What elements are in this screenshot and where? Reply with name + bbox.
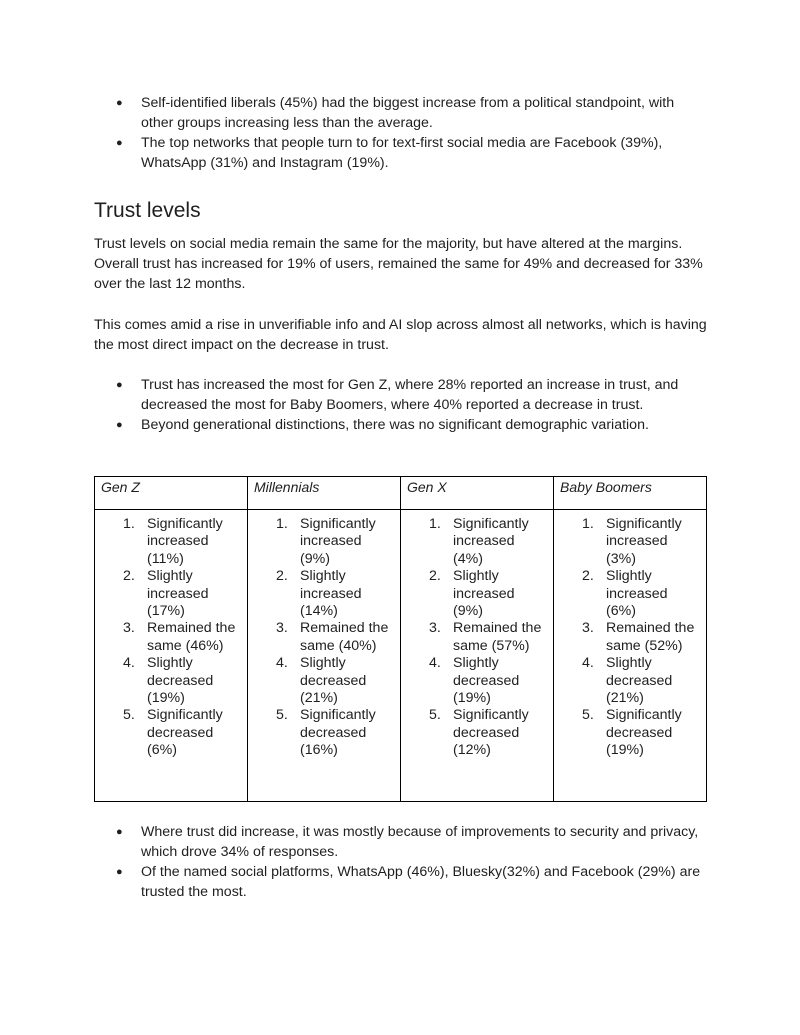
numbered-list bbox=[558, 516, 702, 760]
column-header: Gen X bbox=[401, 477, 554, 510]
list-item: 2. Slightly increased (17%) bbox=[123, 568, 209, 620]
bullet-icon: ● bbox=[116, 379, 123, 391]
bullet-icon: ● bbox=[116, 826, 123, 838]
list-item: 5. Significantly decreased (19%) bbox=[582, 707, 682, 759]
section-heading: Trust levels bbox=[94, 199, 201, 222]
list-item: 2. Slightly increased (14%) bbox=[276, 568, 362, 620]
list-item: 1. Significantly increased (11%) bbox=[123, 516, 223, 567]
list-item: 5. Significantly decreased (6%) bbox=[123, 707, 223, 759]
list-item: ● Beyond generational distinctions, there was no significant demographic variation. bbox=[116, 417, 649, 433]
list-item: 4. Slightly decreased (19%) bbox=[429, 655, 520, 707]
paragraph: Trust levels on social media remain the same for the majority, but have altered at the margins. Overall trust has increased for 19% of users, remained the same for 49% and decreased for 33% over the last 12 months. bbox=[94, 236, 703, 292]
table-row bbox=[95, 510, 707, 802]
numbered-list bbox=[405, 516, 549, 760]
list-item: 3. Remained the same (40%) bbox=[276, 620, 389, 654]
list-item: 4. Slightly decreased (21%) bbox=[276, 655, 367, 707]
list-item: 1. Significantly increased (4%) bbox=[429, 516, 529, 567]
bullet-icon: ● bbox=[116, 137, 123, 149]
list-item: ● Self-identified liberals (45%) had the biggest increase from a political standpoint, with other groups increasing less than the average. bbox=[116, 95, 675, 131]
column-header: Millennials bbox=[248, 477, 401, 510]
bullet-icon: ● bbox=[116, 419, 123, 431]
top-bullet-list bbox=[94, 93, 706, 173]
paragraph: This comes amid a rise in unverifiable info and AI slop across almost all networks, which is having the most direct impact on the decrease in trust. bbox=[94, 317, 707, 353]
list-item: ● Trust has increased the most for Gen Z, where 28% reported an increase in trust, and decreased the most for Baby Boomers, where 40% reported a decrease in trust. bbox=[116, 377, 679, 413]
list-item: ● Where trust did increase, it was mostly because of improvements to security and privacy, which drove 34% of responses. bbox=[116, 824, 699, 860]
list-item: 2. Slightly increased (9%) bbox=[429, 568, 515, 620]
numbered-list bbox=[99, 516, 243, 760]
table-cell bbox=[554, 510, 707, 802]
list-item: 5. Significantly decreased (16%) bbox=[276, 707, 376, 759]
list-item: 4. Slightly decreased (21%) bbox=[582, 655, 673, 707]
bullet-icon: ● bbox=[116, 866, 123, 878]
generation-trust-table bbox=[94, 476, 707, 802]
list-item: 2. Slightly increased (6%) bbox=[582, 568, 668, 620]
mid-bullet-list bbox=[94, 375, 706, 435]
column-header: Gen Z bbox=[95, 477, 248, 510]
list-item: 5. Significantly decreased (12%) bbox=[429, 707, 529, 759]
bullet-icon: ● bbox=[116, 97, 123, 109]
list-item: 4. Slightly decreased (19%) bbox=[123, 655, 214, 707]
list-item: 1. Significantly increased (3%) bbox=[582, 516, 682, 567]
list-item: 3. Remained the same (52%) bbox=[582, 620, 695, 654]
table-cell bbox=[401, 510, 554, 802]
table-header-row bbox=[95, 477, 707, 510]
bottom-bullet-list bbox=[94, 822, 706, 902]
table-cell bbox=[95, 510, 248, 802]
table-cell bbox=[248, 510, 401, 802]
list-item: 3. Remained the same (57%) bbox=[429, 620, 542, 654]
list-item: ● The top networks that people turn to for text-first social media are Facebook (39%), WhatsApp (31%) and Instagram (19%). bbox=[116, 135, 663, 171]
list-item: 3. Remained the same (46%) bbox=[123, 620, 236, 654]
column-header: Baby Boomers bbox=[554, 477, 707, 510]
numbered-list bbox=[252, 516, 396, 760]
list-item: ● Of the named social platforms, WhatsApp (46%), Bluesky(32%) and Facebook (29%) are trusted the most. bbox=[116, 864, 701, 900]
list-item: 1. Significantly increased (9%) bbox=[276, 516, 376, 567]
